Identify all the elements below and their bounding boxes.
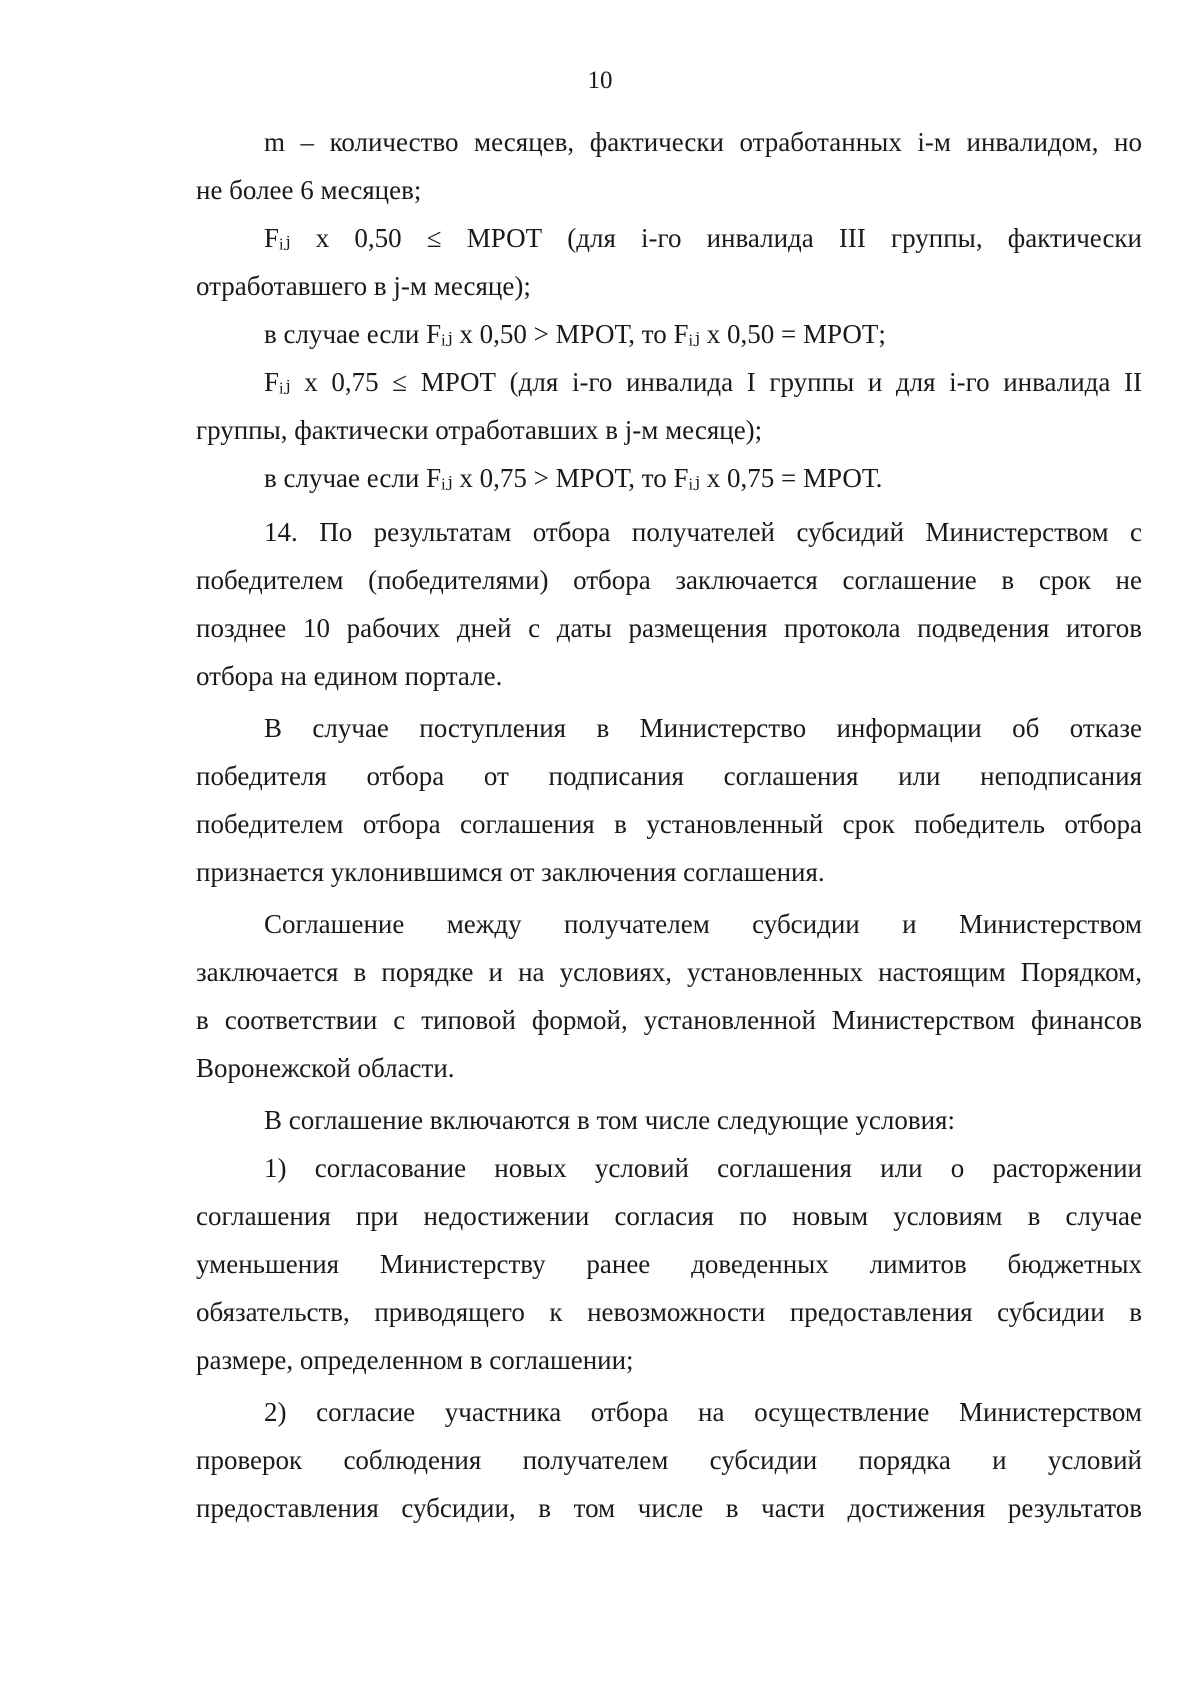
- text-line: предоставления субсидии, в том числе в части достижения результатов: [196, 1493, 1142, 1523]
- text-line: 1) согласование новых условий соглашения или о расторжении: [264, 1153, 1142, 1183]
- text-line: победителем отбора соглашения в установленный срок победитель отбора: [196, 809, 1142, 839]
- text-line: не более 6 месяцев;: [196, 175, 422, 205]
- text-line: В соглашение включаются в том числе следующие условия:: [264, 1105, 955, 1135]
- text-line: Соглашение между получателем субсидии и Министерством: [264, 909, 1142, 939]
- page-number: 10: [587, 67, 613, 94]
- text-line: В случае поступления в Министерство информации об отказе: [264, 713, 1142, 743]
- text-line: в соответствии с типовой формой, установленной Министерством финансов: [196, 1005, 1142, 1035]
- text-line: признается уклонившимся от заключения соглашения.: [196, 857, 825, 887]
- text-line: отработавшего в j-м месяце);: [196, 271, 531, 301]
- text-line: в случае если Fᵢⱼ х 0,75 > МРОТ, то Fᵢⱼ х 0,75 = МРОТ.: [264, 463, 883, 493]
- text-line: Fᵢⱼ х 0,50 ≤ МРОТ (для i-го инвалида III группы, фактически: [264, 223, 1142, 253]
- text-line: победителя отбора от подписания соглашения или неподписания: [196, 761, 1142, 791]
- text-line: 14. По результатам отбора получателей субсидий Министерством с: [264, 517, 1142, 547]
- text-line: заключается в порядке и на условиях, установленных настоящим Порядком,: [196, 957, 1142, 987]
- text-line: соглашения при недостижении согласия по новым условиям в случае: [196, 1201, 1142, 1231]
- text-line: Fᵢⱼ х 0,75 ≤ МРОТ (для i-го инвалида I группы и для i-го инвалида II: [264, 367, 1142, 397]
- text-line: группы, фактически отработавших в j-м месяце);: [196, 415, 763, 445]
- text-line: проверок соблюдения получателем субсидии порядка и условий: [196, 1445, 1142, 1475]
- text-line: позднее 10 рабочих дней с даты размещения протокола подведения итогов: [196, 613, 1142, 643]
- text-line: уменьшения Министерству ранее доведенных лимитов бюджетных: [196, 1249, 1142, 1279]
- document-body: [196, 118, 1142, 1532]
- text-line: m – количество месяцев, фактически отработанных i-м инвалидом, но: [264, 127, 1142, 157]
- text-line: обязательств, приводящего к невозможности предоставления субсидии в: [196, 1297, 1142, 1327]
- text-line: размере, определенном в соглашении;: [196, 1345, 634, 1375]
- text-line: победителем (победителями) отбора заключается соглашение в срок не: [196, 565, 1142, 595]
- text-line: Воронежской области.: [196, 1053, 455, 1083]
- text-line: в случае если Fᵢⱼ х 0,50 > МРОТ, то Fᵢⱼ х 0,50 = МРОТ;: [264, 319, 886, 349]
- text-line: отбора на едином портале.: [196, 661, 503, 691]
- text-line: 2) согласие участника отбора на осуществление Министерством: [264, 1397, 1142, 1427]
